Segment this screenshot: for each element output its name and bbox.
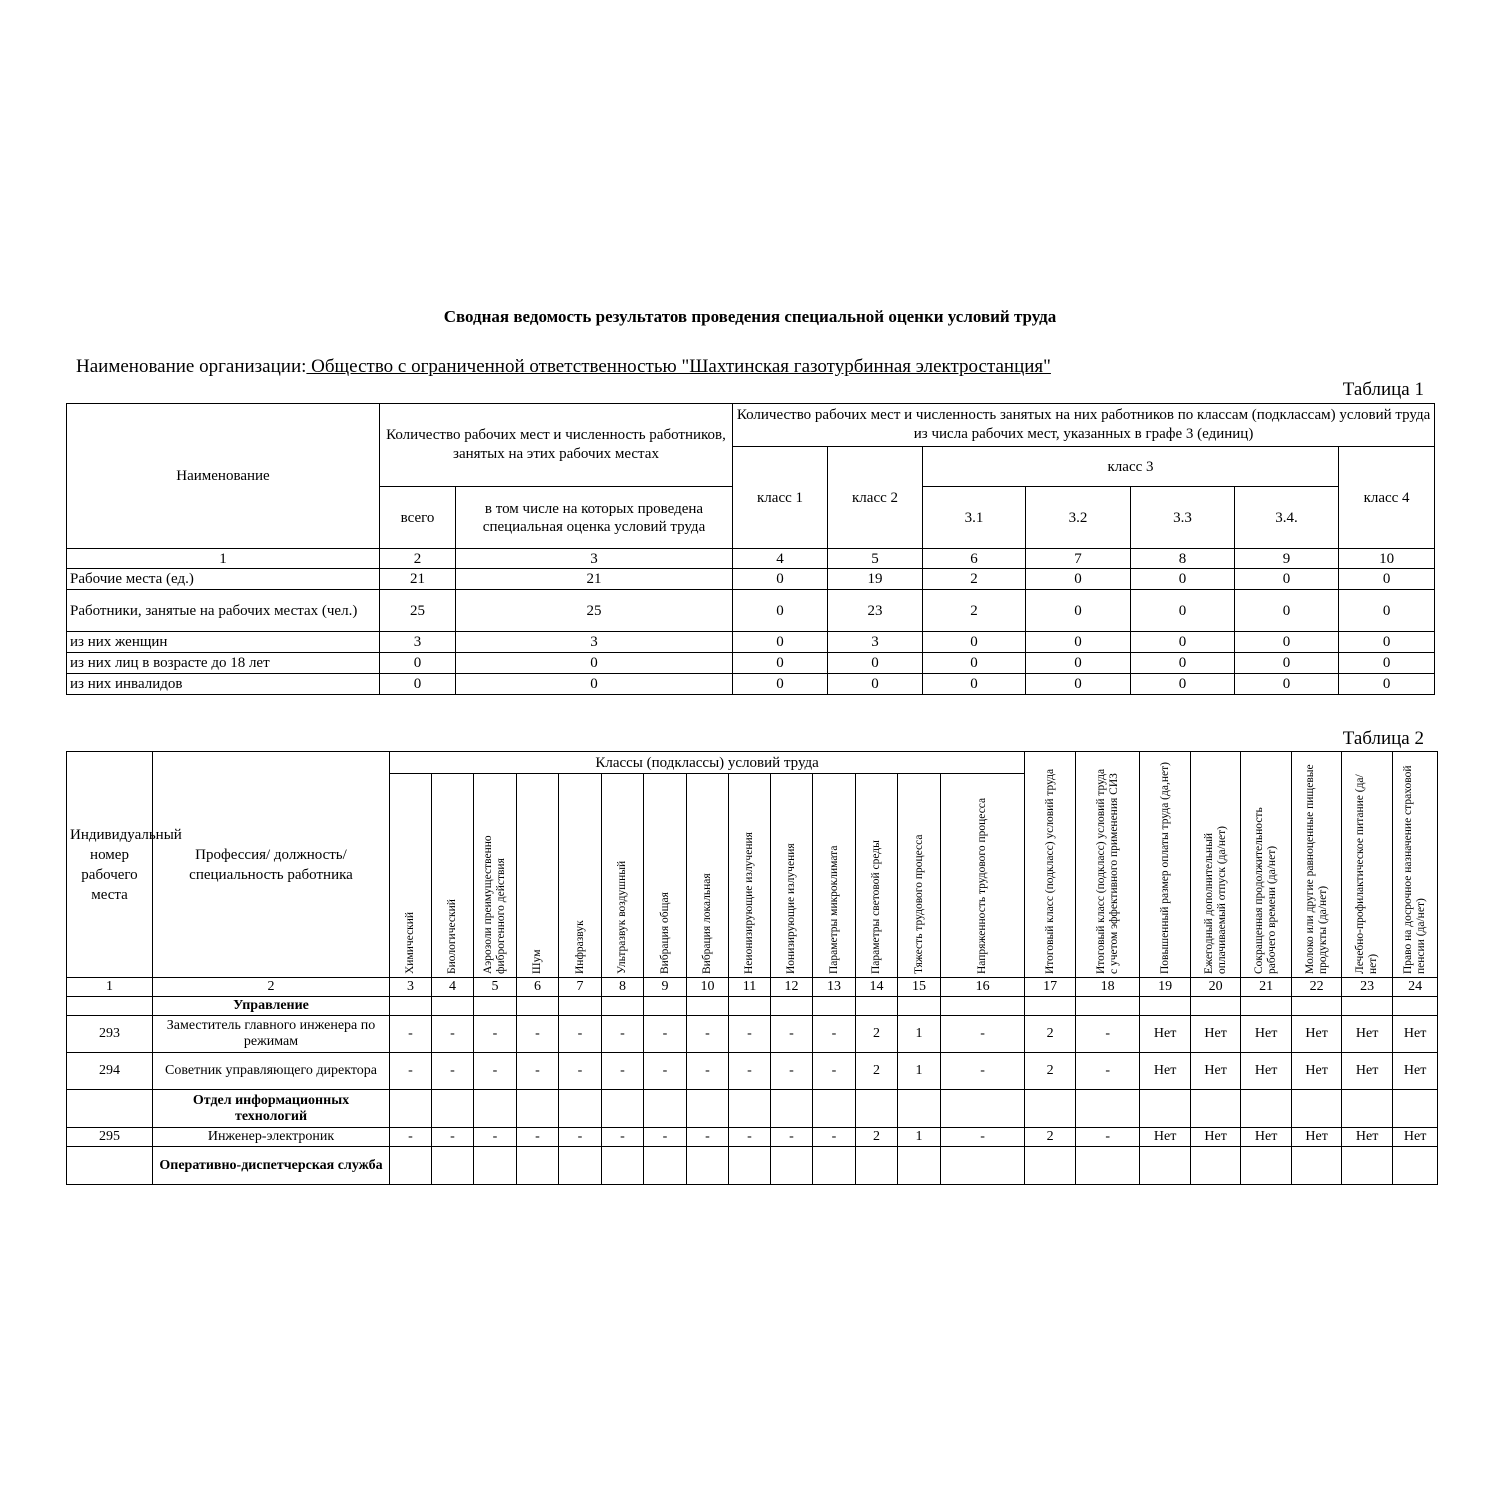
table-row — [67, 1053, 1438, 1090]
cell: 2 — [856, 1016, 898, 1053]
cell: Нет — [1342, 1016, 1393, 1053]
cell: - — [644, 1128, 687, 1147]
cell: - — [517, 1053, 559, 1090]
header-text: Аэрозоли преимущественно фиброгенного действия — [482, 835, 507, 974]
column-numbers-row — [67, 549, 1435, 569]
cell: 0 — [1026, 590, 1131, 632]
column-number: 7 — [1026, 549, 1131, 569]
column-number: 10 — [1339, 549, 1435, 569]
cell: 0 — [1235, 569, 1339, 590]
column-number: 12 — [771, 978, 813, 997]
row-name: из них лиц в возрасте до 18 лет — [67, 653, 380, 674]
cell: - — [474, 1016, 517, 1053]
cell: - — [941, 1053, 1025, 1090]
header-class1: класс 1 — [733, 447, 828, 549]
cell: Нет — [1140, 1016, 1191, 1053]
header-factor — [432, 774, 474, 978]
column-number: 20 — [1191, 978, 1241, 997]
header-class4: класс 4 — [1339, 447, 1435, 549]
header-class3: класс 3 — [923, 447, 1339, 487]
header-text: Ультразвук воздушный — [616, 860, 628, 974]
header-text: Неионизирующие излучения — [743, 832, 755, 974]
column-number: 4 — [733, 549, 828, 569]
cell: 2 — [856, 1053, 898, 1090]
header-factor — [856, 774, 898, 978]
cell: Нет — [1241, 1128, 1292, 1147]
header-text: Параметры световой среды — [870, 840, 882, 974]
cell: 1 — [898, 1016, 941, 1053]
cell: 0 — [1339, 674, 1435, 695]
column-number: 23 — [1342, 978, 1393, 997]
table-row — [67, 632, 1435, 653]
cell: - — [602, 1016, 644, 1053]
header-final-class-ppe — [1076, 752, 1140, 978]
section-title: Отдел информационных технологий — [153, 1090, 390, 1128]
cell: 2 — [1025, 1128, 1076, 1147]
cell: 2 — [923, 590, 1026, 632]
cell: 0 — [1026, 632, 1131, 653]
section-row — [67, 997, 1438, 1016]
column-number: 18 — [1076, 978, 1140, 997]
column-number: 9 — [1235, 549, 1339, 569]
cell: 23 — [828, 590, 923, 632]
cell: 0 — [923, 653, 1026, 674]
header-total: всего — [380, 487, 456, 549]
cell: - — [517, 1128, 559, 1147]
column-number: 8 — [602, 978, 644, 997]
cell: 0 — [1339, 653, 1435, 674]
column-number: 13 — [813, 978, 856, 997]
column-number: 2 — [153, 978, 390, 997]
table-row — [67, 674, 1435, 695]
cell: Нет — [1342, 1128, 1393, 1147]
organization-name: Общество с ограниченной ответственностью "Шахтинская газотурбинная электростанция" — [306, 356, 1051, 377]
header-text: Параметры микроклимата — [827, 845, 840, 974]
row-name: из них инвалидов — [67, 674, 380, 695]
cell: Нет — [1342, 1053, 1393, 1090]
cell: Нет — [1292, 1016, 1342, 1053]
cell: 3 — [380, 632, 456, 653]
cell: 25 — [456, 590, 733, 632]
cell: 0 — [456, 653, 733, 674]
cell: 2 — [1025, 1053, 1076, 1090]
cell: Нет — [1140, 1053, 1191, 1090]
column-number: 6 — [923, 549, 1026, 569]
table2-label: Таблица 2 — [1342, 728, 1424, 749]
column-number: 4 — [432, 978, 474, 997]
cell: 3 — [828, 632, 923, 653]
cell: Нет — [1393, 1016, 1438, 1053]
cell: - — [771, 1128, 813, 1147]
header-text: Ионизирующие излучения — [785, 843, 797, 974]
header-text: Сокращенная продолжительность рабочего времени (да/нет) — [1253, 807, 1279, 974]
summary-table — [66, 403, 1435, 695]
cell: 0 — [380, 653, 456, 674]
cell: - — [771, 1016, 813, 1053]
table-row — [67, 653, 1435, 674]
cell: 0 — [456, 674, 733, 695]
header-text: Химический — [404, 911, 416, 974]
cell: 0 — [1235, 632, 1339, 653]
cell: 0 — [1131, 590, 1235, 632]
cell: - — [687, 1053, 729, 1090]
column-number: 15 — [898, 978, 941, 997]
cell: 3 — [456, 632, 733, 653]
cell: - — [813, 1128, 856, 1147]
cell: - — [602, 1128, 644, 1147]
header-early-pension — [1393, 752, 1438, 978]
column-number: 9 — [644, 978, 687, 997]
column-number: 14 — [856, 978, 898, 997]
column-number: 8 — [1131, 549, 1235, 569]
cell: 0 — [1026, 674, 1131, 695]
cell: 25 — [380, 590, 456, 632]
organization-label: Наименование организации: — [76, 356, 307, 377]
cell: - — [729, 1016, 771, 1053]
cell: 0 — [1026, 569, 1131, 590]
cell: 0 — [1026, 653, 1131, 674]
cell: 0 — [828, 653, 923, 674]
cell: 0 — [733, 674, 828, 695]
header-text: Право на досрочное назначение страховой пенсии (да/нет) — [1402, 765, 1428, 974]
profession: Советник управляющего директора — [153, 1053, 390, 1090]
column-number: 7 — [559, 978, 602, 997]
header-extra-leave — [1191, 752, 1241, 978]
cell: 19 — [828, 569, 923, 590]
cell: - — [559, 1016, 602, 1053]
header-sub32: 3.2 — [1026, 487, 1131, 549]
column-number: 11 — [729, 978, 771, 997]
header-text: Лечебно-профилактическое питание (да/нет) — [1354, 774, 1380, 974]
document-title: Сводная ведомость результатов проведения специальной оценки условий труда — [443, 307, 1057, 326]
cell: Нет — [1241, 1016, 1292, 1053]
column-number: 22 — [1292, 978, 1342, 997]
cell: - — [1076, 1016, 1140, 1053]
column-number: 1 — [67, 549, 380, 569]
cell: - — [1076, 1053, 1140, 1090]
workplace-id: 293 — [67, 1016, 153, 1053]
column-number: 19 — [1140, 978, 1191, 997]
header-final-class — [1025, 752, 1076, 978]
header-increased-pay — [1140, 752, 1191, 978]
header-reduced-hours — [1241, 752, 1292, 978]
column-number: 10 — [687, 978, 729, 997]
cell: 0 — [1235, 590, 1339, 632]
cell — [67, 997, 153, 1016]
cell: - — [644, 1016, 687, 1053]
cell: - — [687, 1016, 729, 1053]
cell: - — [432, 1128, 474, 1147]
header-factor — [941, 774, 1025, 978]
header-name: Наименование — [67, 404, 380, 549]
cell: Нет — [1191, 1128, 1241, 1147]
cell: - — [813, 1053, 856, 1090]
cell: Нет — [1292, 1053, 1342, 1090]
cell: 0 — [923, 674, 1026, 695]
cell: 0 — [733, 569, 828, 590]
cell: Нет — [1140, 1128, 1191, 1147]
cell: - — [813, 1016, 856, 1053]
header-workplace-id: Индивидуальный номер рабочего места — [67, 752, 153, 978]
column-number: 5 — [828, 549, 923, 569]
cell: Нет — [1191, 1016, 1241, 1053]
cell: 0 — [1131, 674, 1235, 695]
cell: - — [941, 1016, 1025, 1053]
header-text: Итоговый класс (подкласс) условий труда — [1043, 768, 1056, 974]
header-text: Тяжесть трудового процесса — [912, 834, 925, 974]
workplaces-table — [66, 751, 1438, 1185]
cell: 0 — [1131, 653, 1235, 674]
cell: 0 — [923, 632, 1026, 653]
cell: - — [474, 1053, 517, 1090]
cell: - — [1076, 1128, 1140, 1147]
cell: 0 — [733, 653, 828, 674]
header-factor — [390, 774, 432, 978]
cell: - — [644, 1053, 687, 1090]
table-row — [67, 569, 1435, 590]
cell: - — [390, 1016, 432, 1053]
cell: 0 — [1339, 632, 1435, 653]
cell: 0 — [733, 590, 828, 632]
cell: Нет — [1241, 1053, 1292, 1090]
organization-line — [76, 356, 1051, 378]
header-factor — [898, 774, 941, 978]
header-text: Шум — [531, 949, 543, 974]
cell: - — [432, 1016, 474, 1053]
column-number: 2 — [380, 549, 456, 569]
header-profession: Профессия/ должность/ специальность работника — [153, 752, 390, 978]
cell: - — [390, 1128, 432, 1147]
header-sub34: 3.4. — [1235, 487, 1339, 549]
header-workplaces-group: Количество рабочих мест и численность работников, занятых на этих рабочих местах — [380, 404, 733, 487]
cell: 2 — [856, 1128, 898, 1147]
profession: Инженер-электроник — [153, 1128, 390, 1147]
cell: - — [771, 1053, 813, 1090]
column-number: 3 — [390, 978, 432, 997]
cell: 21 — [380, 569, 456, 590]
column-number: 17 — [1025, 978, 1076, 997]
header-text: Вибрация общая — [658, 892, 671, 974]
cell: - — [729, 1053, 771, 1090]
cell: Нет — [1393, 1128, 1438, 1147]
cell: - — [474, 1128, 517, 1147]
section-row — [67, 1090, 1438, 1128]
section-row — [67, 1147, 1438, 1185]
cell: - — [432, 1053, 474, 1090]
section-title: Управление — [153, 997, 390, 1016]
cell: 0 — [1235, 674, 1339, 695]
column-number: 3 — [456, 549, 733, 569]
header-milk — [1292, 752, 1342, 978]
cell: - — [729, 1128, 771, 1147]
row-name: Рабочие места (ед.) — [67, 569, 380, 590]
header-text: Ежегодный дополнительный оплачиваемый отпуск (да/нет) — [1202, 826, 1228, 974]
column-number: 24 — [1393, 978, 1438, 997]
cell: 21 — [456, 569, 733, 590]
workplace-id: 295 — [67, 1128, 153, 1147]
cell: Нет — [1393, 1053, 1438, 1090]
header-text: Вибрация локальная — [701, 873, 713, 974]
column-number: 21 — [1241, 978, 1292, 997]
header-text: Напряженность трудового процесса — [976, 797, 989, 974]
header-factor — [474, 774, 517, 978]
row-name: Работники, занятые на рабочих местах (чел.) — [67, 590, 380, 632]
header-text: Биологический — [446, 899, 458, 974]
table-row — [67, 590, 1435, 632]
cell: 0 — [1235, 653, 1339, 674]
row-name: из них женщин — [67, 632, 380, 653]
cell: 2 — [923, 569, 1026, 590]
table-row — [67, 1016, 1438, 1053]
cell: 1 — [898, 1128, 941, 1147]
column-number: 6 — [517, 978, 559, 997]
header-text: Повышенный размер оплаты труда (да,нет) — [1158, 762, 1171, 974]
cell: Нет — [1292, 1128, 1342, 1147]
cell: 0 — [1131, 569, 1235, 590]
header-factor — [559, 774, 602, 978]
cell: - — [559, 1128, 602, 1147]
header-assessed: в том числе на которых проведена специальная оценка условий труда — [456, 487, 733, 549]
cell: - — [941, 1128, 1025, 1147]
header-factor — [813, 774, 856, 978]
column-number: 5 — [474, 978, 517, 997]
table1-label: Таблица 1 — [1342, 379, 1424, 400]
header-classes-group: Количество рабочих мест и численность занятых на них работников по классам (подклассам) условий труда из числа рабочих мест, указанных в графе 3 (единиц) — [733, 404, 1435, 447]
cell: - — [602, 1053, 644, 1090]
cell: Нет — [1191, 1053, 1241, 1090]
cell: 1 — [898, 1053, 941, 1090]
cell: 0 — [1339, 590, 1435, 632]
workplace-id: 294 — [67, 1053, 153, 1090]
header-class2: класс 2 — [828, 447, 923, 549]
cell: 0 — [1339, 569, 1435, 590]
header-factor — [644, 774, 687, 978]
header-factor — [687, 774, 729, 978]
cell: 0 — [733, 632, 828, 653]
header-classes-group: Классы (подклассы) условий труда — [390, 752, 1025, 774]
header-therapeutic-food — [1342, 752, 1393, 978]
column-number: 1 — [67, 978, 153, 997]
header-sub31: 3.1 — [923, 487, 1026, 549]
cell: 2 — [1025, 1016, 1076, 1053]
header-text: Итоговый класс (подкласс) условий труда с учетом эффективного применения СИЗ — [1094, 768, 1120, 974]
header-text: Инфразвук — [573, 920, 586, 974]
cell: 0 — [380, 674, 456, 695]
section-title: Оперативно-диспетчерская служба — [153, 1147, 390, 1185]
cell: - — [559, 1053, 602, 1090]
header-text: Молоко или другие равноценные пищевые продукты (да/нет) — [1303, 764, 1329, 974]
column-number: 16 — [941, 978, 1025, 997]
cell: - — [687, 1128, 729, 1147]
cell: 0 — [828, 674, 923, 695]
cell: - — [517, 1016, 559, 1053]
header-factor — [517, 774, 559, 978]
header-sub33: 3.3 — [1131, 487, 1235, 549]
cell: - — [390, 1053, 432, 1090]
profession: Заместитель главного инженера по режимам — [153, 1016, 390, 1053]
header-factor — [729, 774, 771, 978]
header-factor — [771, 774, 813, 978]
column-numbers-row — [67, 978, 1438, 997]
cell: 0 — [1131, 632, 1235, 653]
header-factor — [602, 774, 644, 978]
table-row — [67, 1128, 1438, 1147]
